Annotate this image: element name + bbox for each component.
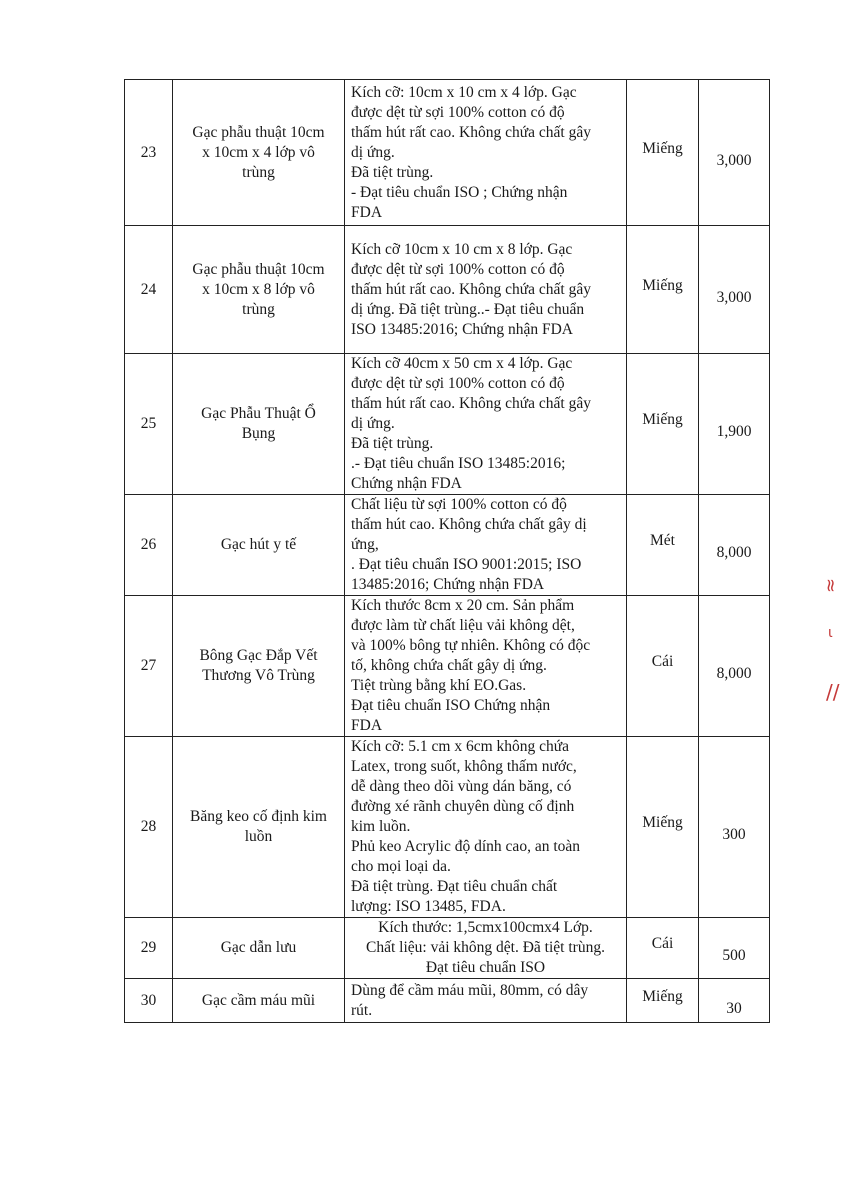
- text-line: ISO 13485:2016; Chứng nhận FDA: [351, 320, 573, 338]
- table-row: [125, 918, 770, 979]
- cell-text: 30: [726, 999, 742, 1017]
- item-quantity: [699, 918, 770, 979]
- item-number: 29: [125, 918, 173, 979]
- text-line: Đạt tiêu chuẩn ISO Chứng nhận: [351, 697, 551, 714]
- item-unit: [627, 737, 699, 918]
- text-line: trùng: [242, 300, 275, 318]
- item-number: 28: [125, 737, 173, 918]
- text-line: Kích cỡ: 10cm x 10 cm x 4 lớp. Gạc: [351, 83, 577, 101]
- text-line: dị ứng. Đã tiệt trùng..- Đạt tiêu chuẩn: [351, 300, 585, 318]
- item-number: 23: [125, 80, 173, 226]
- text-line: Kích cỡ 40cm x 50 cm x 4 lớp. Gạc: [351, 355, 573, 372]
- text-line: - Đạt tiêu chuẩn ISO ; Chứng nhận: [351, 183, 568, 201]
- item-unit: [627, 596, 699, 737]
- text-line: được dệt từ sợi 100% cotton có độ: [351, 260, 565, 278]
- item-quantity: [699, 226, 770, 354]
- cell-text: 3,000: [716, 151, 752, 169]
- item-specification: [345, 226, 627, 354]
- item-specification: [345, 737, 627, 918]
- item-name: [173, 354, 345, 495]
- item-name: [173, 737, 345, 918]
- item-number: 26: [125, 495, 173, 596]
- text-line: tố, không chứa chất gây dị ứng.: [351, 657, 547, 674]
- text-line: được dệt từ sợi 100% cotton có độ: [351, 375, 565, 392]
- red-stamp-mark: //: [826, 680, 840, 704]
- text-line: được làm từ chất liệu vải không dệt,: [351, 617, 575, 634]
- text-line: được dệt từ sợi 100% cotton có độ: [351, 103, 565, 121]
- text-line: thấm hút rất cao. Không chứa chất gây: [351, 123, 591, 141]
- item-quantity: [699, 80, 770, 226]
- text-line: và 100% bông tự nhiên. Không có độc: [351, 637, 591, 654]
- text-line: Kích cỡ: 5.1 cm x 6cm không chứa: [351, 738, 570, 755]
- red-stamp-mark: ≈: [820, 577, 842, 594]
- text-line: thấm hút rất cao. Không chứa chất gây: [351, 280, 591, 298]
- cell-text: 500: [722, 947, 746, 964]
- text-line: FDA: [351, 717, 383, 734]
- text-line: cho mọi loại da.: [351, 858, 451, 875]
- item-unit: [627, 226, 699, 354]
- text-line: Tiệt trùng bằng khí EO.Gas.: [351, 677, 527, 694]
- text-line: Thương Vô Trùng: [202, 667, 315, 684]
- text-line: Bụng: [241, 425, 276, 442]
- text-line: 13485:2016; Chứng nhận FDA: [351, 576, 545, 593]
- text-line: .- Đạt tiêu chuẩn ISO 13485:2016;: [351, 455, 566, 472]
- text-line: Kích thước 8cm x 20 cm. Sản phẩm: [351, 597, 575, 614]
- goods-table: [124, 79, 770, 1023]
- table-row: [125, 596, 770, 737]
- table-row: [125, 495, 770, 596]
- cell-text: Miếng: [642, 139, 683, 157]
- text-line: x 10cm x 4 lớp vô: [202, 143, 315, 161]
- text-line: Phủ keo Acrylic độ dính cao, an toàn: [351, 838, 581, 855]
- item-name: [173, 596, 345, 737]
- text-line: Gạc phẫu thuật 10cm: [192, 123, 325, 141]
- item-specification: [345, 918, 627, 979]
- cell-text: 300: [722, 826, 746, 843]
- text-line: Đã tiệt trùng. Đạt tiêu chuẩn chất: [351, 878, 558, 895]
- text-line: Dùng để cầm máu mũi, 80mm, có dây: [351, 981, 589, 999]
- text-line: luồn: [244, 828, 273, 845]
- item-number: 30: [125, 979, 173, 1023]
- cell-text: 3,000: [716, 288, 752, 306]
- red-stamp-mark: ɩ: [828, 625, 833, 641]
- text-line: . Đạt tiêu chuẩn ISO 9001:2015; ISO: [351, 556, 582, 573]
- item-name: [173, 226, 345, 354]
- cell-text: Miếng: [642, 411, 683, 428]
- text-line: Đã tiệt trùng.: [351, 435, 434, 452]
- item-specification: [345, 979, 627, 1023]
- cell-text: 8,000: [716, 544, 752, 561]
- text-line: lượng: ISO 13485, FDA.: [351, 898, 506, 915]
- item-specification: [345, 596, 627, 737]
- text-line: Chứng nhận FDA: [351, 475, 462, 492]
- cell-text: Miếng: [642, 987, 683, 1005]
- table-row: [125, 737, 770, 918]
- text-line: Kích thước: 1,5cmx100cmx4 Lớp.: [378, 919, 593, 936]
- text-line: Chất liệu: vải không dệt. Đã tiệt trùng.: [366, 939, 605, 956]
- text-line: Gạc hút y tế: [220, 536, 297, 553]
- table-row: [125, 226, 770, 354]
- item-name: [173, 918, 345, 979]
- item-name: [173, 80, 345, 226]
- text-line: dễ dàng theo dõi vùng dán băng, có: [351, 778, 572, 795]
- item-number: 24: [125, 226, 173, 354]
- item-unit: [627, 979, 699, 1023]
- item-quantity: [699, 354, 770, 495]
- item-unit: [627, 354, 699, 495]
- text-line: rút.: [351, 1001, 373, 1019]
- text-line: trùng: [242, 163, 275, 181]
- item-specification: [345, 80, 627, 226]
- item-unit: [627, 918, 699, 979]
- text-line: Bông Gạc Đắp Vết: [199, 647, 318, 664]
- text-line: kim luồn.: [351, 818, 411, 835]
- cell-text: Cái: [651, 935, 674, 952]
- item-quantity: [699, 495, 770, 596]
- text-line: ứng,: [351, 536, 379, 553]
- cell-text: 8,000: [716, 665, 752, 682]
- item-specification: [345, 354, 627, 495]
- cell-text: Miếng: [642, 814, 683, 831]
- text-line: đường xé rãnh chuyên dùng cố định: [351, 798, 575, 815]
- text-line: Gạc cầm máu mũi: [201, 991, 316, 1009]
- text-line: Kích cỡ 10cm x 10 cm x 8 lớp. Gạc: [351, 240, 573, 258]
- item-number: 27: [125, 596, 173, 737]
- text-line: dị ứng.: [351, 143, 395, 161]
- text-line: x 10cm x 8 lớp vô: [202, 280, 315, 298]
- text-line: dị ứng.: [351, 415, 395, 432]
- item-unit: [627, 80, 699, 226]
- item-name: [173, 495, 345, 596]
- item-specification: [345, 495, 627, 596]
- text-line: Gạc dẫn lưu: [220, 939, 297, 956]
- item-quantity: [699, 596, 770, 737]
- text-line: Gạc Phẫu Thuật Ổ: [201, 405, 316, 422]
- table-row: [125, 80, 770, 226]
- text-line: FDA: [351, 203, 383, 221]
- cell-text: Mét: [650, 532, 675, 549]
- item-number: 25: [125, 354, 173, 495]
- cell-text: Miếng: [642, 276, 683, 294]
- cell-text: Cái: [651, 653, 674, 670]
- text-line: Gạc phẫu thuật 10cm: [192, 260, 325, 278]
- text-line: thấm hút cao. Không chứa chất gây dị: [351, 516, 587, 533]
- item-quantity: [699, 979, 770, 1023]
- cell-text: 1,900: [716, 423, 752, 440]
- item-unit: [627, 495, 699, 596]
- item-name: [173, 979, 345, 1023]
- goods-table-body: [125, 80, 770, 1023]
- text-line: thấm hút rất cao. Không chứa chất gây: [351, 395, 591, 412]
- text-line: Băng keo cố định kim: [190, 808, 327, 825]
- text-line: Đạt tiêu chuẩn ISO: [425, 959, 546, 976]
- table-row: [125, 354, 770, 495]
- text-line: Latex, trong suốt, không thấm nước,: [351, 758, 577, 775]
- item-quantity: [699, 737, 770, 918]
- text-line: Đã tiệt trùng.: [351, 163, 434, 181]
- text-line: Chất liệu từ sợi 100% cotton có độ: [351, 496, 567, 513]
- table-row: [125, 979, 770, 1023]
